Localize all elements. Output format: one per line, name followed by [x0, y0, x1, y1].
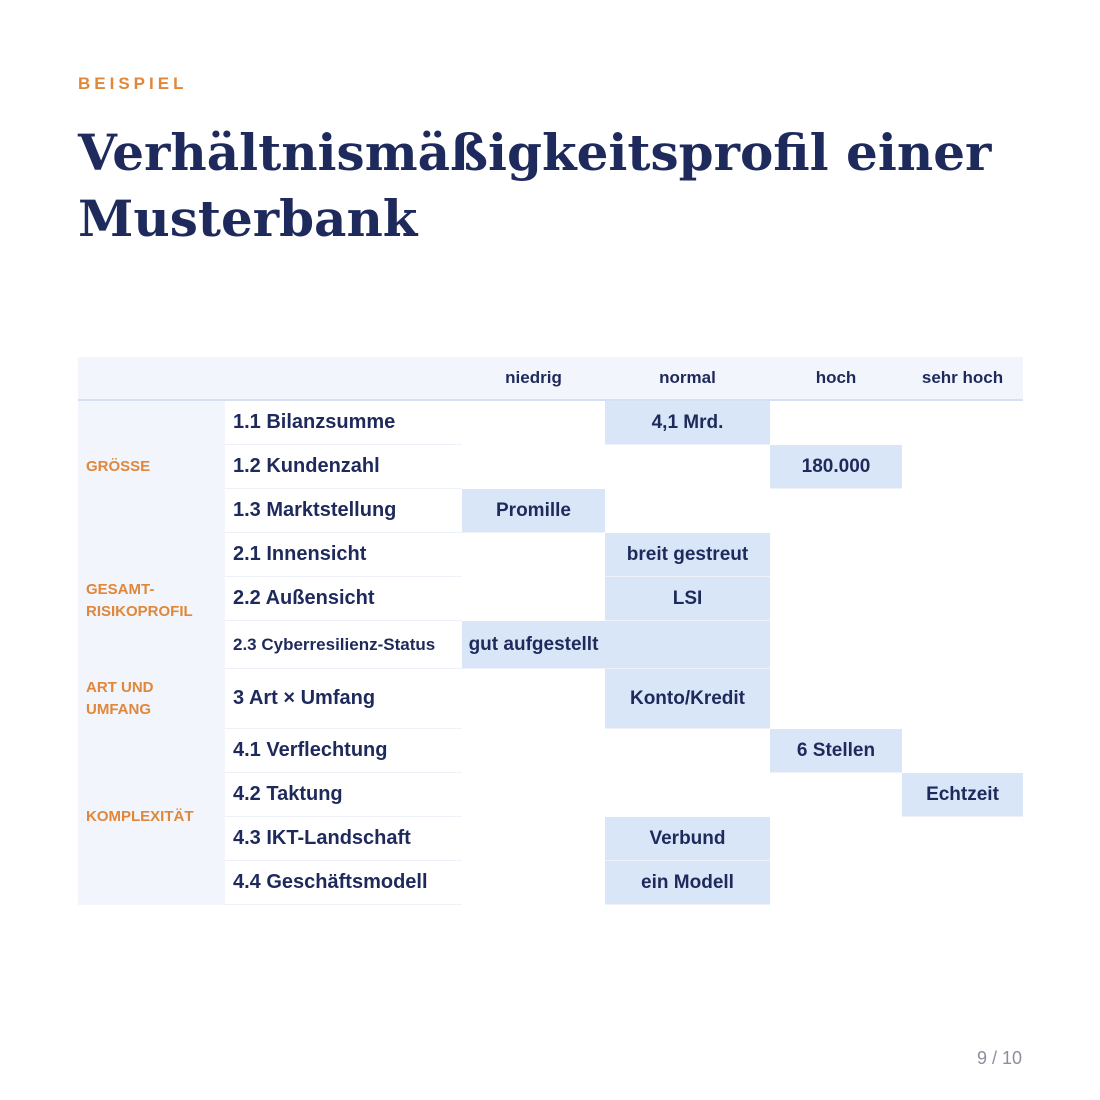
row-label-geschaeftsmodell: 4.4 Geschäftsmodell [225, 861, 462, 905]
page-title: Verhältnismäßigkeitsprofil einer Musterbank [78, 123, 992, 248]
row-label-kundenzahl: 1.2 Kundenzahl [225, 445, 462, 489]
value-cell-cyberresilienz: gut aufgestellt [462, 621, 605, 669]
value-cell-kundenzahl: 180.000 [770, 445, 902, 489]
row-label-art-umfang: 3 Art × Umfang [225, 669, 462, 729]
group-komplexitaet: KOMPLEXITÄT [78, 729, 225, 905]
row-label-aussensicht: 2.2 Außensicht [225, 577, 462, 621]
group-gesamtrisikoprofil: GESAMT-RISIKOPROFIL [78, 533, 225, 669]
value-cell-marktstellung: Promille [462, 489, 605, 533]
value-cell-verflechtung: 6 Stellen [770, 729, 902, 773]
proportionality-table [78, 357, 1023, 905]
value-cell-ikt-landschaft: Verbund [605, 817, 770, 861]
value-cell-geschaeftsmodell: ein Modell [605, 861, 770, 905]
row-label-marktstellung: 1.3 Marktstellung [225, 489, 462, 533]
row-label-taktung: 4.2 Taktung [225, 773, 462, 817]
value-cell-aussensicht: LSI [605, 577, 770, 621]
header-spacer [78, 357, 462, 401]
row-label-innensicht: 2.1 Innensicht [225, 533, 462, 577]
value-cell-art-umfang: Konto/Kredit [605, 669, 770, 729]
page-counter: 9 / 10 [976, 1048, 1022, 1068]
value-cell-innensicht: breit gestreut [605, 533, 770, 577]
value-cell-taktung: Echtzeit [902, 773, 1023, 817]
group-groesse: GRÖSSE [78, 401, 225, 533]
column-header-niedrig: niedrig [462, 357, 605, 401]
group-art-und-umfang: ART UND UMFANG [78, 669, 225, 729]
row-label-ikt-landschaft: 4.3 IKT-Landschaft [225, 817, 462, 861]
value-cell-bilanzsumme: 4,1 Mrd. [605, 401, 770, 445]
row-label-verflechtung: 4.1 Verflechtung [225, 729, 462, 773]
eyebrow-label: BEISPIEL [78, 74, 188, 93]
column-header-normal: normal [605, 357, 770, 401]
column-header-sehr-hoch: sehr hoch [902, 357, 1023, 401]
column-header-hoch: hoch [770, 357, 902, 401]
row-label-bilanzsumme: 1.1 Bilanzsumme [225, 401, 462, 445]
row-label-cyberresilienz: 2.3 Cyberresilienz-Status [225, 621, 462, 669]
value-cell-cyberresilienz-ext [605, 621, 770, 669]
